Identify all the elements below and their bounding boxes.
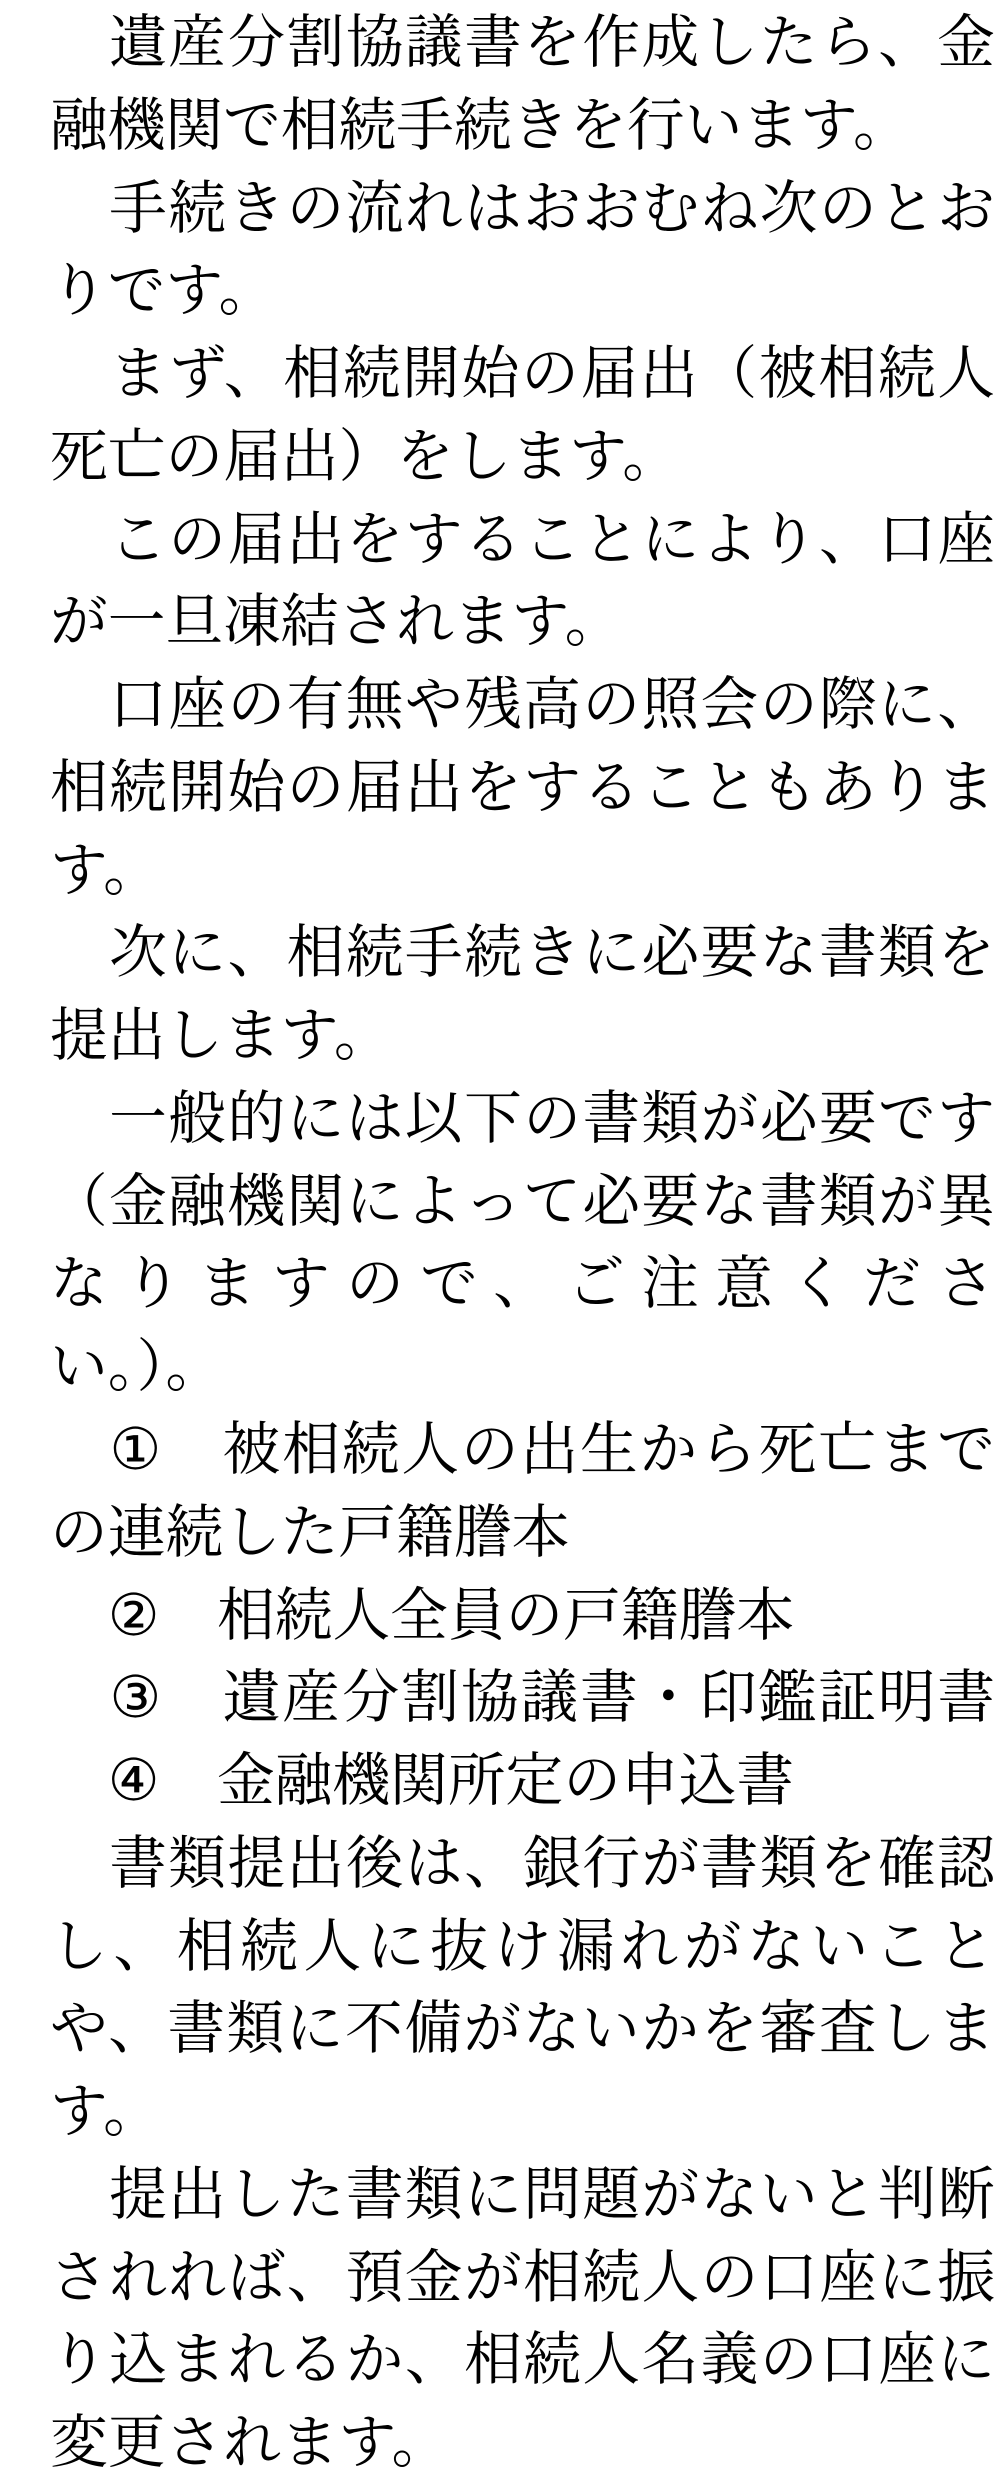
text-line: （金融機関によって必要な書類が異 [50, 1166, 995, 1235]
paragraph [50, 1077, 995, 1408]
text-line: 手続きの流れはおおむね次のとお [50, 173, 995, 242]
text-line: ② 相続人全員の戸籍謄本 [50, 1580, 794, 1649]
text-line: 死亡の届出）をします。 [50, 421, 680, 490]
text-line: なりますので、ご注意くださ [50, 1249, 995, 1318]
text-line: す。 [50, 835, 161, 904]
text-line: 提出した書類に問題がないと判断 [50, 2159, 995, 2228]
text-line: や、書類に不備がないかを審査しま [50, 1994, 995, 2063]
paragraph [50, 1822, 995, 2153]
paragraph [50, 2153, 995, 2483]
text-line: ① 被相続人の出生から死亡まで [50, 1415, 995, 1484]
text-line: 遺産分割協議書を作成したら、金 [50, 8, 995, 76]
text-line: ③ 遺産分割協議書・印鑑証明書 [50, 1663, 995, 1732]
text-line: 書類提出後は、銀行が書類を確認 [50, 1828, 995, 1897]
text-line: し、相続人に抜け漏れがないこと [50, 1911, 995, 1980]
paragraph [50, 498, 995, 664]
text-line: 次に、相続手続きに必要な書類を [50, 918, 995, 987]
text-line: 相続開始の届出をすることもありま [50, 752, 995, 821]
text-line: の連続した戸籍謄本 [50, 1497, 570, 1566]
text-line: が一旦凍結されます。 [50, 587, 623, 656]
paragraph [50, 1656, 995, 1739]
text-line: されれば、預金が相続人の口座に振 [50, 2242, 995, 2311]
text-line: い。）。 [50, 1332, 224, 1401]
paragraph [50, 663, 995, 911]
text-line: りです。 [50, 256, 277, 325]
text-line: 口座の有無や残高の照会の際に、 [50, 670, 995, 739]
text-line: この届出をすることにより、口座 [50, 504, 995, 573]
text-line: まず、相続開始の届出（被相続人 [50, 339, 995, 408]
text-line: 融機関で相続手続きを行います。 [50, 90, 911, 159]
paragraph [50, 911, 995, 1077]
paragraph [50, 167, 995, 333]
paragraph [50, 1, 995, 167]
paragraph [50, 1574, 995, 1657]
text-line: 変更されます。 [50, 2408, 450, 2477]
paragraph [50, 1408, 995, 1574]
text-line: 一般的には以下の書類が必要です [50, 1083, 995, 1152]
text-line: り込まれるか、相続人名義の口座に [50, 2325, 995, 2394]
text-line: 提出します。 [50, 1001, 392, 1070]
text-line: ④ 金融機関所定の申込書 [50, 1746, 794, 1815]
text-line: す。 [50, 2077, 161, 2146]
paragraph [50, 1739, 995, 1822]
paragraph [50, 332, 995, 498]
